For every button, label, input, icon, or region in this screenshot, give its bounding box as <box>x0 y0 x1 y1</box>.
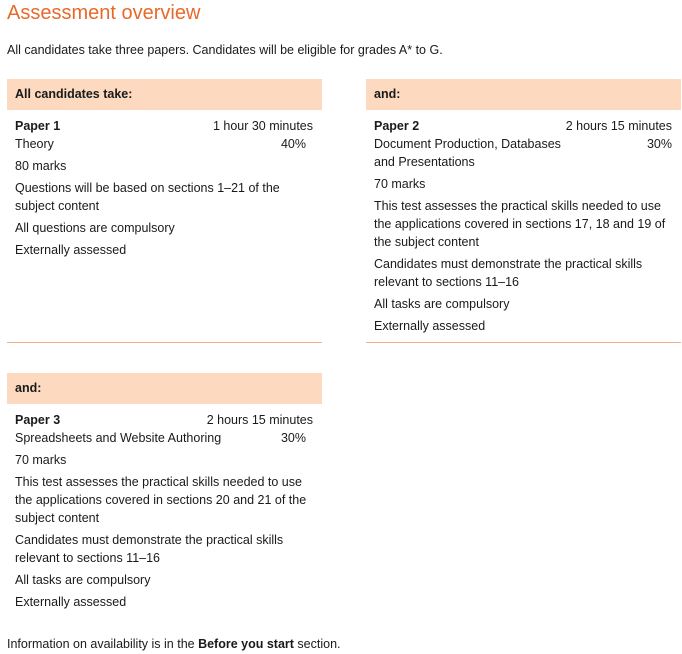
box-header: and: <box>366 79 681 110</box>
paper-detail: Externally assessed <box>15 243 127 257</box>
box-divider <box>366 342 681 343</box>
paper-marks: 80 marks <box>15 159 67 173</box>
paper-detail: Candidates must demonstrate the practical skills relevant to sections 11–16 <box>374 257 643 289</box>
before-you-start-ref: Before you start <box>198 637 294 651</box>
paper-detail: This test assesses the practical skills needed to use the applications covered in sections 17, 18 and 19 of the subject content <box>374 199 666 249</box>
paper-1-box <box>7 79 322 343</box>
paper-name: Paper 3 <box>15 413 61 427</box>
paper-duration: 2 hours 15 minutes <box>206 413 313 427</box>
paper-weight: 30% <box>646 137 672 151</box>
paper-weight: 30% <box>280 431 306 445</box>
paper-name: Paper 2 <box>374 119 420 133</box>
paper-detail: All questions are compulsory <box>15 221 175 235</box>
page-title: Assessment overview <box>7 2 201 24</box>
paper-detail: This test assesses the practical skills needed to use the applications covered in sections 20 and 21 of the subject content <box>15 475 307 525</box>
footer-suffix: section. <box>293 637 341 651</box>
box-divider <box>7 342 322 343</box>
paper-weight: 40% <box>280 137 306 151</box>
paper-name: Paper 1 <box>15 119 61 133</box>
paper-marks: 70 marks <box>374 177 426 191</box>
paper-3-box <box>7 373 322 619</box>
paper-subject: Document Production, Databases and Presentations <box>374 137 561 169</box>
paper-subject: Theory <box>15 137 54 151</box>
box-header: All candidates take: <box>7 79 322 110</box>
footer-prefix: Information on availability is in the <box>7 637 199 651</box>
paper-marks: 70 marks <box>15 453 67 467</box>
paper-detail: Externally assessed <box>374 319 486 333</box>
intro-text: All candidates take three papers. Candidates will be eligible for grades A* to G. <box>7 43 443 57</box>
paper-duration: 1 hour 30 minutes <box>212 119 313 133</box>
availability-note <box>7 637 341 651</box>
paper-subject: Spreadsheets and Website Authoring <box>15 431 222 445</box>
paper-detail: All tasks are compulsory <box>15 573 151 587</box>
paper-detail: Externally assessed <box>15 595 127 609</box>
box-header: and: <box>7 373 322 404</box>
paper-detail: Questions will be based on sections 1–21 of the subject content <box>15 181 280 213</box>
paper-detail: Candidates must demonstrate the practical skills relevant to sections 11–16 <box>15 533 284 565</box>
paper-2-box <box>366 79 681 343</box>
paper-duration: 2 hours 15 minutes <box>565 119 672 133</box>
paper-detail: All tasks are compulsory <box>374 297 510 311</box>
